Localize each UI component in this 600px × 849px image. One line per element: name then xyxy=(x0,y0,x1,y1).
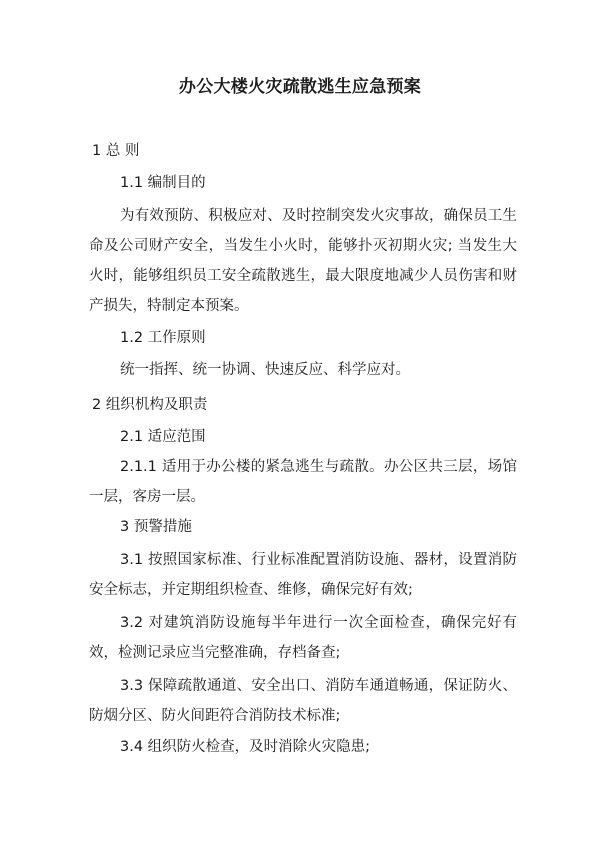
section-2-1-heading: 2.1 适应范围 xyxy=(120,429,206,445)
section-1-2-body: 统一指挥、统一协调、快速反应、科学应对。 xyxy=(120,362,410,378)
section-3-1-body: 3.1 按照国家标准、行业标准配置消防设施、器材，设置消防安全标志，并定期组织检查、维修，确保完好有效; xyxy=(89,552,517,598)
section-1-2-heading: 1.2 工作原则 xyxy=(120,330,206,346)
section-2-1-1-body: 2.1.1 适用于办公楼的紧急逃生与疏散。办公区共三层，场馆一层，客房一层。 xyxy=(89,459,517,505)
section-1-1-body: 为有效预防、积极应对、及时控制突发火灾事故，确保员工生命及公司财产安全，当发生小火时，能够扑灭初期火灾; 当发生大火时，能够组织员工安全疏散逃生，最大限度地减少人员伤害和财产损失，特制定本预案。 xyxy=(89,208,517,314)
section-1-1-heading: 1.1 编制目的 xyxy=(120,175,206,191)
section-2-heading: 2 组织机构及职责 xyxy=(92,397,208,413)
section-3-2-body: 3.2 对建筑消防设施每半年进行一次全面检查，确保完好有效，检测记录应当完整准确，存档备查; xyxy=(89,615,517,661)
section-3-3-body: 3.3 保障疏散通道、安全出口、消防车通道畅通，保证防火、防烟分区、防火间距符合消防技术标准; xyxy=(89,678,517,724)
section-1-heading: 1 总 则 xyxy=(92,143,140,159)
section-3-heading: 3 预警措施 xyxy=(120,519,192,535)
section-3-4-body: 3.4 组织防火检查，及时消除火灾隐患; xyxy=(120,739,371,755)
document-title: 办公大楼火灾疏散逃生应急预案 xyxy=(178,77,422,97)
